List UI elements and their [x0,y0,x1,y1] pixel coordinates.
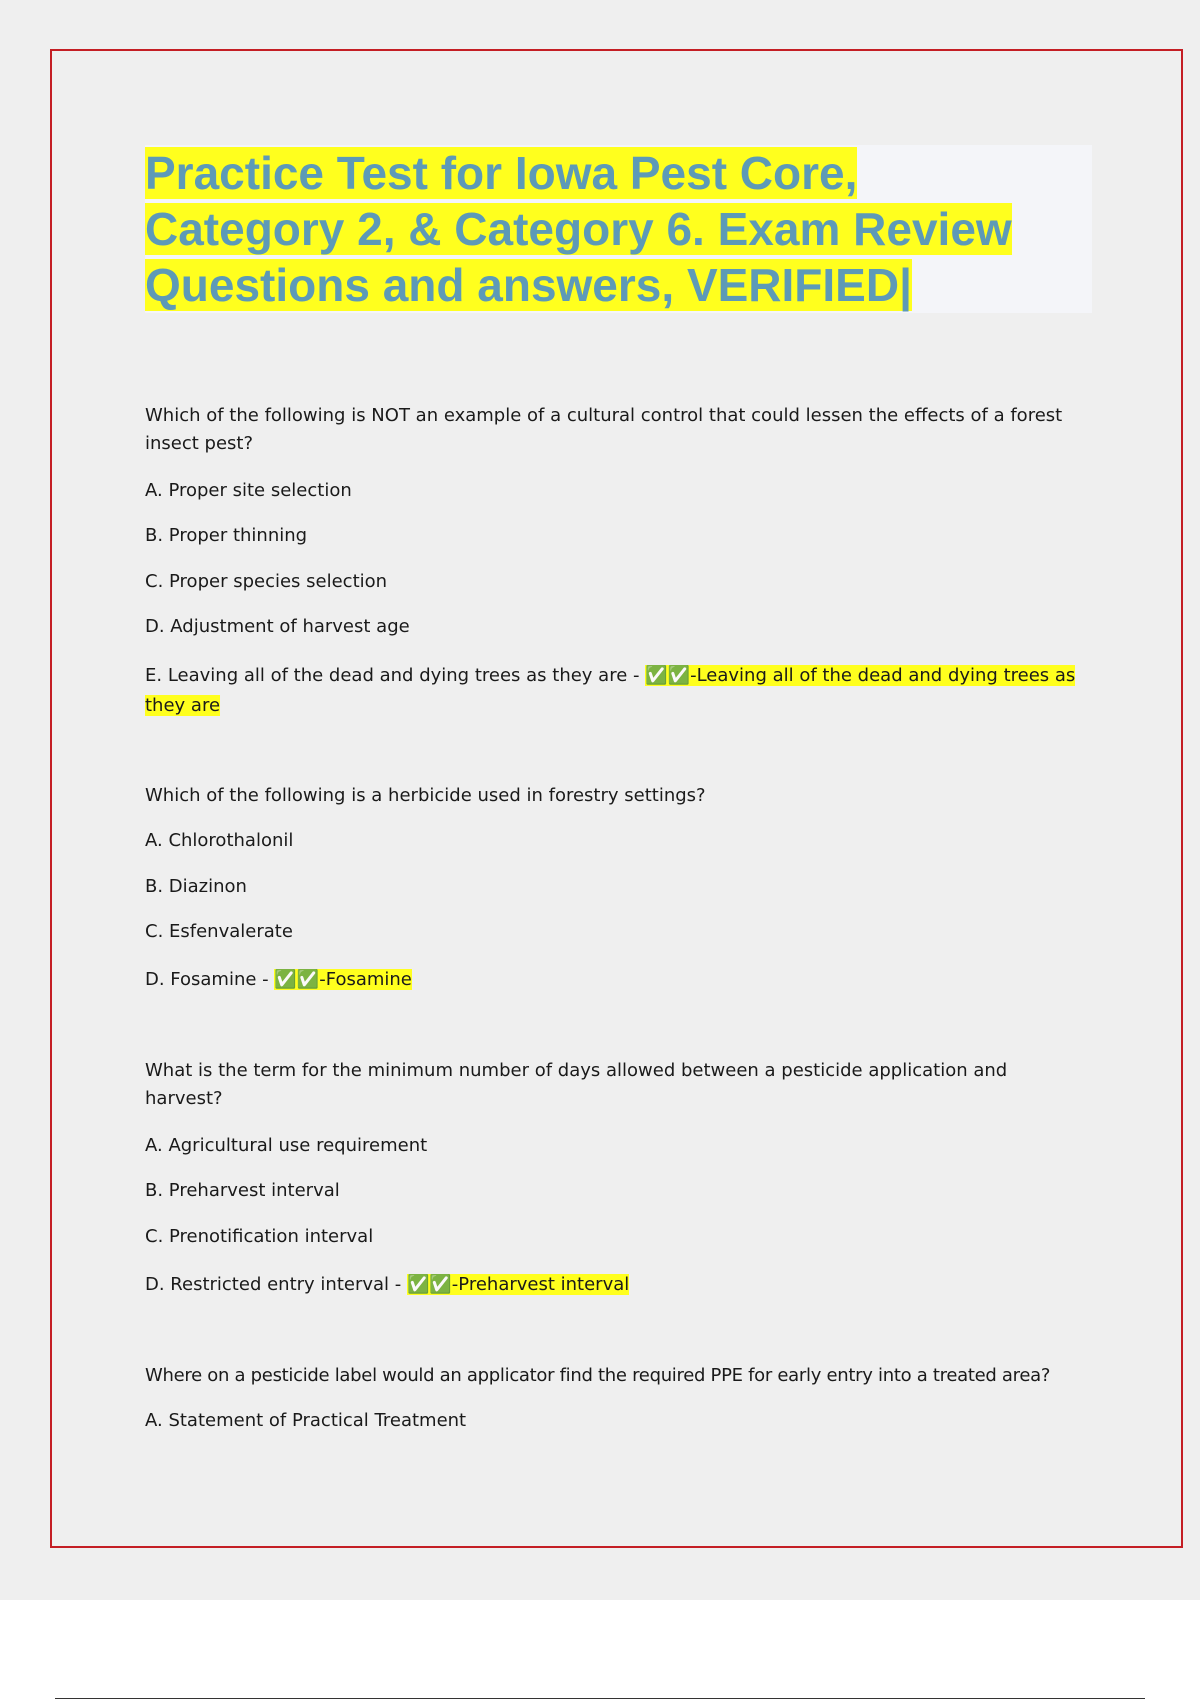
question-3-answer: ✅✅-Preharvest interval [406,1274,630,1295]
question-1: Which of the following is NOT an example of a cultural control that could lessen the effects of a forest insect pest? [145,405,1063,454]
page-title [145,145,1105,313]
title-line-2: Category 2, & Category 6. Exam Review [145,203,1012,255]
question-1-option-b: B. Proper thinning [145,525,308,546]
question-1-option-d: D. Adjustment of harvest age [145,616,410,637]
question-4: Where on a pesticide label would an applicator find the required PPE for early entry into a treated area? [145,1365,1051,1386]
question-1-option-e [145,661,1090,721]
question-3: What is the term for the minimum number of days allowed between a pesticide application and harvest? [145,1060,1008,1109]
question-3-option-d-label: D. Restricted entry interval - [145,1274,402,1295]
question-4-option-a: A. Statement of Practical Treatment [145,1410,467,1431]
footer-rule [55,1698,1145,1699]
question-3-option-c: C. Prenotification interval [145,1226,374,1247]
question-1-option-a: A. Proper site selection [145,480,352,501]
question-1-option-c: C. Proper species selection [145,571,388,592]
title-line-1: Practice Test for Iowa Pest Core, [145,147,858,199]
question-1-answer: ✅✅-Leaving all of the dead and dying trees as they are [145,665,1076,716]
question-3-option-a: A. Agricultural use requirement [145,1135,428,1156]
question-2: Which of the following is a herbicide used in forestry settings? [145,785,706,806]
question-2-option-d [145,965,412,995]
question-1-option-e-label: E. Leaving all of the dead and dying trees as they are - [145,665,640,686]
question-2-answer: ✅✅-Fosamine [274,969,412,990]
question-2-option-b: B. Diazinon [145,876,247,897]
question-2-option-a: A. Chlorothalonil [145,830,294,851]
question-2-option-d-label: D. Fosamine - [145,969,269,990]
question-3-option-b: B. Preharvest interval [145,1180,340,1201]
question-3-option-d [145,1270,629,1300]
title-line-3: Questions and answers, VERIFIED| [145,259,912,311]
question-2-option-c: C. Esfenvalerate [145,921,293,942]
